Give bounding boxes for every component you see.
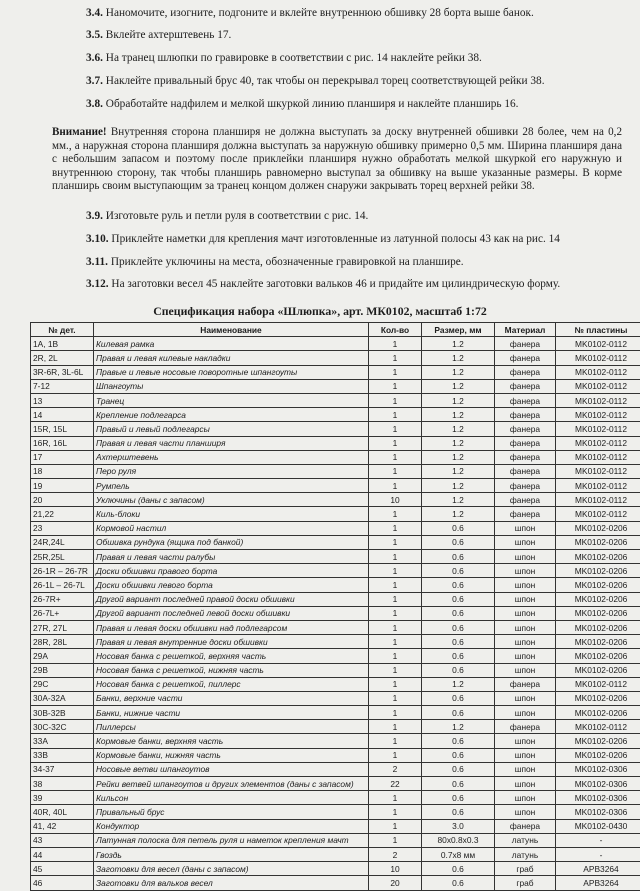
cell-qty: 1	[369, 635, 422, 649]
cell-name: Носовая банка с решеткой, пиллерс	[94, 677, 369, 691]
cell-name: Привальный брус	[94, 805, 369, 819]
table-row	[31, 592, 640, 606]
cell-qty: 1	[369, 521, 422, 535]
cell-qty: 1	[369, 791, 422, 805]
cell-size: 3.0	[422, 819, 495, 833]
cell-part-no: 33B	[31, 748, 94, 762]
table-row	[31, 535, 640, 549]
warning-label: Внимание!	[52, 126, 107, 138]
cell-part-no: 15R, 15L	[31, 422, 94, 436]
header-size: Размер, мм	[422, 323, 495, 337]
cell-name: Носовая банка с решеткой, верхняя часть	[94, 649, 369, 663]
cell-name: Румпель	[94, 479, 369, 493]
cell-qty: 1	[369, 606, 422, 620]
cell-material: шпон	[495, 663, 556, 677]
cell-material: фанера	[495, 351, 556, 365]
cell-plate: MK0102-0112	[556, 493, 640, 507]
cell-plate: MK0102-0206	[556, 592, 640, 606]
header-name: Наименование	[94, 323, 369, 337]
cell-size: 1.2	[422, 677, 495, 691]
table-row	[31, 734, 640, 748]
cell-part-no: 2R, 2L	[31, 351, 94, 365]
cell-name: Рейки ветвей шпангоутов и других элементов (даны с запасом)	[94, 777, 369, 791]
spec-title: Спецификация набора «Шлюпка», арт. МК0102, масштаб 1:72	[0, 304, 640, 319]
header-part-no: № дет.	[31, 323, 94, 337]
cell-part-no: 39	[31, 791, 94, 805]
cell-plate: MK0102-0112	[556, 677, 640, 691]
cell-size: 0.6	[422, 635, 495, 649]
cell-size: 0.6	[422, 706, 495, 720]
table-row	[31, 337, 640, 351]
cell-material: граб	[495, 862, 556, 876]
cell-name: Заготовки для весел (даны с запасом)	[94, 862, 369, 876]
cell-qty: 1	[369, 819, 422, 833]
cell-material: фанера	[495, 379, 556, 393]
warning-paragraph	[52, 126, 622, 194]
cell-qty: 1	[369, 564, 422, 578]
cell-material: фанера	[495, 819, 556, 833]
cell-part-no: 46	[31, 876, 94, 890]
cell-material: шпон	[495, 734, 556, 748]
table-row	[31, 365, 640, 379]
cell-plate: MK0102-0306	[556, 762, 640, 776]
step-3-8: 3.8. Обработайте надфилем и мелкой шкуркой линию планширя и наклейте планширь 16.	[86, 97, 518, 111]
cell-material: шпон	[495, 564, 556, 578]
table-row	[31, 862, 640, 876]
cell-part-no: 40R, 40L	[31, 805, 94, 819]
table-row	[31, 691, 640, 705]
cell-plate: MK0102-0112	[556, 436, 640, 450]
cell-part-no: 21,22	[31, 507, 94, 521]
cell-qty: 1	[369, 592, 422, 606]
cell-name: Носовая банка с решеткой, нижняя часть	[94, 663, 369, 677]
table-row	[31, 876, 640, 890]
cell-size: 0.6	[422, 535, 495, 549]
cell-qty: 1	[369, 649, 422, 663]
cell-part-no: 26-7R+	[31, 592, 94, 606]
table-row	[31, 564, 640, 578]
cell-part-no: 25R,25L	[31, 550, 94, 564]
cell-part-no: 45	[31, 862, 94, 876]
cell-name: Правая и левая части планширя	[94, 436, 369, 450]
cell-qty: 1	[369, 351, 422, 365]
cell-material: фанера	[495, 493, 556, 507]
table-row	[31, 408, 640, 422]
cell-part-no: 17	[31, 450, 94, 464]
cell-name: Банки, верхние части	[94, 691, 369, 705]
cell-qty: 1	[369, 436, 422, 450]
cell-part-no: 27R, 27L	[31, 620, 94, 634]
cell-material: шпон	[495, 578, 556, 592]
cell-material: фанера	[495, 464, 556, 478]
cell-material: фанера	[495, 408, 556, 422]
cell-material: шпон	[495, 535, 556, 549]
step-3-10: 3.10. Приклейте наметки для крепления мачт изготовленные из латунной полосы 43 как на рис. 14	[86, 232, 560, 246]
cell-qty: 1	[369, 337, 422, 351]
cell-size: 1.2	[422, 408, 495, 422]
warning-text: Внутренняя сторона планширя не должна выступать за доску внутренней обшивки 28 более, чем на 0,2 мм., а наружная сторона планширя должна выступать за наружную обшивку примерно 0,5 мм. Ширина планширя дана с небольшим запасом и поэтому после приклейки планширя нужно обработать мелкой шкуркой его наружную и внутреннюю сторону, так чтобы планширь равномерно выступал за обшивку на выше указанные размеры. В корме планширь своим выступающим за транец концом должен снаружи закрывать торец верхней рейки 38.	[52, 126, 622, 192]
table-row	[31, 819, 640, 833]
cell-size: 80x0.8x0.3	[422, 833, 495, 847]
cell-qty: 2	[369, 847, 422, 861]
cell-qty: 2	[369, 762, 422, 776]
cell-plate: MK0102-0206	[556, 521, 640, 535]
cell-part-no: 43	[31, 833, 94, 847]
cell-name: Правый и левый подлегарсы	[94, 422, 369, 436]
cell-name: Перо руля	[94, 464, 369, 478]
cell-part-no: 29B	[31, 663, 94, 677]
cell-part-no: 41, 42	[31, 819, 94, 833]
cell-plate: MK0102-0206	[556, 550, 640, 564]
cell-part-no: 38	[31, 777, 94, 791]
table-row	[31, 663, 640, 677]
cell-size: 0.6	[422, 734, 495, 748]
cell-size: 0.6	[422, 578, 495, 592]
cell-size: 1.2	[422, 507, 495, 521]
table-row	[31, 351, 640, 365]
cell-plate: MK0102-0112	[556, 393, 640, 407]
cell-size: 1.2	[422, 365, 495, 379]
cell-plate: MK0102-0112	[556, 450, 640, 464]
cell-qty: 1	[369, 422, 422, 436]
cell-plate: MK0102-0206	[556, 578, 640, 592]
cell-size: 0.6	[422, 777, 495, 791]
cell-qty: 1	[369, 805, 422, 819]
cell-material: фанера	[495, 450, 556, 464]
cell-material: шпон	[495, 706, 556, 720]
cell-material: шпон	[495, 635, 556, 649]
step-3-5: 3.5. Вклейте ахтерштевень 17.	[86, 28, 231, 42]
cell-qty: 1	[369, 379, 422, 393]
cell-name: Другой вариант последней левой доски обшивки	[94, 606, 369, 620]
cell-part-no: 19	[31, 479, 94, 493]
cell-plate: -	[556, 833, 640, 847]
cell-size: 0.6	[422, 791, 495, 805]
cell-plate: MK0102-0206	[556, 706, 640, 720]
cell-size: 0.6	[422, 521, 495, 535]
cell-name: Кильсон	[94, 791, 369, 805]
cell-material: фанера	[495, 507, 556, 521]
cell-size: 0.6	[422, 564, 495, 578]
cell-plate: MK0102-0206	[556, 691, 640, 705]
table-row	[31, 635, 640, 649]
cell-qty: 1	[369, 550, 422, 564]
cell-qty: 1	[369, 393, 422, 407]
cell-size: 0.6	[422, 862, 495, 876]
cell-name: Уключины (даны с запасом)	[94, 493, 369, 507]
cell-part-no: 30C-32C	[31, 720, 94, 734]
cell-name: Другой вариант последней правой доски обшивки	[94, 592, 369, 606]
cell-size: 1.2	[422, 464, 495, 478]
cell-name: Крепление подлегарса	[94, 408, 369, 422]
cell-plate: MK0102-0206	[556, 649, 640, 663]
cell-name: Правая и левая внутренние доски обшивки	[94, 635, 369, 649]
header-material: Материал	[495, 323, 556, 337]
cell-material: фанера	[495, 422, 556, 436]
cell-plate: MK0102-0206	[556, 734, 640, 748]
cell-size: 0.6	[422, 762, 495, 776]
table-row	[31, 706, 640, 720]
cell-plate: MK0102-0112	[556, 479, 640, 493]
cell-name: Латунная полоска для петель руля и наметок крепления мачт	[94, 833, 369, 847]
cell-name: Транец	[94, 393, 369, 407]
cell-name: Носовые ветви шпангоутов	[94, 762, 369, 776]
cell-size: 1.2	[422, 436, 495, 450]
cell-size: 1.2	[422, 422, 495, 436]
cell-plate: MK0102-0112	[556, 720, 640, 734]
cell-qty: 10	[369, 493, 422, 507]
cell-plate: MK0102-0112	[556, 337, 640, 351]
cell-name: Гвоздь	[94, 847, 369, 861]
cell-material: шпон	[495, 620, 556, 634]
step-3-9: 3.9. Изготовьте руль и петли руля в соответствии с рис. 14.	[86, 209, 368, 223]
cell-size: 0.6	[422, 663, 495, 677]
cell-name: Кондуктор	[94, 819, 369, 833]
cell-part-no: 16R, 16L	[31, 436, 94, 450]
cell-name: Правая и левая доски обшивки над подлегарсом	[94, 620, 369, 634]
table-row	[31, 450, 640, 464]
cell-qty: 10	[369, 862, 422, 876]
cell-part-no: 29A	[31, 649, 94, 663]
cell-plate: MK0102-0112	[556, 507, 640, 521]
cell-material: шпон	[495, 762, 556, 776]
cell-part-no: 26-1L – 26-7L	[31, 578, 94, 592]
cell-material: шпон	[495, 521, 556, 535]
header-qty: Кол-во	[369, 323, 422, 337]
table-row	[31, 748, 640, 762]
table-row	[31, 606, 640, 620]
cell-qty: 1	[369, 464, 422, 478]
table-row	[31, 493, 640, 507]
cell-size: 0.6	[422, 691, 495, 705]
cell-material: шпон	[495, 805, 556, 819]
cell-qty: 1	[369, 479, 422, 493]
cell-name: Доски обшивки правого борта	[94, 564, 369, 578]
cell-part-no: 7-12	[31, 379, 94, 393]
cell-qty: 1	[369, 408, 422, 422]
cell-part-no: 23	[31, 521, 94, 535]
cell-part-no: 13	[31, 393, 94, 407]
cell-material: фанера	[495, 337, 556, 351]
table-row	[31, 677, 640, 691]
cell-part-no: 29C	[31, 677, 94, 691]
cell-qty: 1	[369, 365, 422, 379]
cell-name: Правая и левая килевые накладки	[94, 351, 369, 365]
cell-material: латунь	[495, 847, 556, 861]
cell-material: фанера	[495, 479, 556, 493]
table-row	[31, 464, 640, 478]
cell-plate: MK0102-0206	[556, 564, 640, 578]
cell-part-no: 33A	[31, 734, 94, 748]
cell-part-no: 14	[31, 408, 94, 422]
cell-material: фанера	[495, 436, 556, 450]
table-row	[31, 578, 640, 592]
cell-plate: MK0102-0206	[556, 748, 640, 762]
table-row	[31, 436, 640, 450]
cell-size: 1.2	[422, 379, 495, 393]
cell-material: шпон	[495, 606, 556, 620]
cell-size: 0.6	[422, 550, 495, 564]
cell-name: Правая и левая части ралубы	[94, 550, 369, 564]
cell-plate: MK0102-0206	[556, 606, 640, 620]
table-row	[31, 521, 640, 535]
cell-plate: MK0102-0306	[556, 805, 640, 819]
step-3-7: 3.7. Наклейте привальный брус 40, так чтобы он перекрывал торец соответствующей рейки 38.	[86, 74, 545, 88]
spec-body	[31, 337, 640, 890]
table-row	[31, 422, 640, 436]
cell-material: фанера	[495, 720, 556, 734]
cell-qty: 1	[369, 748, 422, 762]
table-row	[31, 805, 640, 819]
cell-material: фанера	[495, 365, 556, 379]
cell-name: Банки, нижние части	[94, 706, 369, 720]
cell-material: шпон	[495, 550, 556, 564]
cell-qty: 1	[369, 535, 422, 549]
cell-qty: 1	[369, 663, 422, 677]
cell-size: 0.6	[422, 606, 495, 620]
cell-size: 0.6	[422, 748, 495, 762]
cell-name: Шпангоуты	[94, 379, 369, 393]
cell-qty: 1	[369, 720, 422, 734]
cell-name: Ахтерштевень	[94, 450, 369, 464]
cell-material: латунь	[495, 833, 556, 847]
cell-name: Кормовой настил	[94, 521, 369, 535]
table-row	[31, 833, 640, 847]
table-row	[31, 720, 640, 734]
cell-plate: MK0102-0306	[556, 777, 640, 791]
cell-plate: MK0102-0206	[556, 620, 640, 634]
cell-qty: 1	[369, 507, 422, 521]
cell-material: фанера	[495, 393, 556, 407]
cell-qty: 1	[369, 450, 422, 464]
cell-qty: 1	[369, 578, 422, 592]
table-row	[31, 791, 640, 805]
cell-qty: 1	[369, 734, 422, 748]
table-row	[31, 620, 640, 634]
cell-size: 1.2	[422, 493, 495, 507]
cell-material: шпон	[495, 791, 556, 805]
cell-qty: 1	[369, 620, 422, 634]
step-3-12: 3.12. На заготовки весел 45 наклейте заготовки вальков 46 и придайте им цилиндрическую форму.	[86, 277, 560, 291]
cell-name: Обшивка рундука (ящика под банкой)	[94, 535, 369, 549]
cell-name: Киль-блоки	[94, 507, 369, 521]
cell-part-no: 30A-32A	[31, 691, 94, 705]
table-row	[31, 507, 640, 521]
cell-part-no: 26-7L+	[31, 606, 94, 620]
cell-qty: 20	[369, 876, 422, 890]
cell-plate: -	[556, 847, 640, 861]
cell-size: 0.6	[422, 805, 495, 819]
cell-plate: MK0102-0206	[556, 635, 640, 649]
cell-part-no: 28R, 28L	[31, 635, 94, 649]
cell-part-no: 18	[31, 464, 94, 478]
cell-size: 1.2	[422, 479, 495, 493]
spec-header-row	[31, 323, 640, 337]
cell-material: шпон	[495, 649, 556, 663]
cell-plate: MK0102-0112	[556, 464, 640, 478]
cell-qty: 1	[369, 691, 422, 705]
cell-size: 0.6	[422, 592, 495, 606]
cell-name: Правые и левые носовые поворотные шпангоуты	[94, 365, 369, 379]
cell-plate: APB3264	[556, 862, 640, 876]
cell-plate: MK0102-0112	[556, 379, 640, 393]
table-row	[31, 393, 640, 407]
cell-plate: MK0102-0112	[556, 365, 640, 379]
cell-plate: APB3264	[556, 876, 640, 890]
cell-material: граб	[495, 876, 556, 890]
cell-part-no: 30B-32B	[31, 706, 94, 720]
cell-material: шпон	[495, 777, 556, 791]
table-row	[31, 479, 640, 493]
table-row	[31, 550, 640, 564]
cell-plate: MK0102-0306	[556, 791, 640, 805]
cell-part-no: 20	[31, 493, 94, 507]
step-3-11: 3.11. Приклейте уключины на места, обозначенные гравировкой на планшире.	[86, 255, 464, 269]
cell-plate: MK0102-0430	[556, 819, 640, 833]
cell-material: шпон	[495, 748, 556, 762]
cell-qty: 1	[369, 833, 422, 847]
table-row	[31, 847, 640, 861]
step-3-6: 3.6. На транец шлюпки по гравировке в соответствии с рис. 14 наклейте рейки 38.	[86, 51, 482, 65]
cell-size: 1.2	[422, 393, 495, 407]
cell-plate: MK0102-0112	[556, 408, 640, 422]
cell-size: 1.2	[422, 351, 495, 365]
cell-qty: 1	[369, 677, 422, 691]
table-row	[31, 379, 640, 393]
cell-part-no: 3R-6R, 3L-6L	[31, 365, 94, 379]
cell-size: 0.6	[422, 876, 495, 890]
cell-material: фанера	[495, 677, 556, 691]
cell-part-no: 44	[31, 847, 94, 861]
cell-name: Кормовые банки, верхняя часть	[94, 734, 369, 748]
cell-name: Килевая рамка	[94, 337, 369, 351]
cell-qty: 1	[369, 706, 422, 720]
cell-name: Пиллерсы	[94, 720, 369, 734]
cell-size: 0.6	[422, 620, 495, 634]
cell-plate: MK0102-0112	[556, 351, 640, 365]
cell-plate: MK0102-0206	[556, 535, 640, 549]
spec-table	[30, 322, 640, 891]
cell-qty: 22	[369, 777, 422, 791]
cell-part-no: 34-37	[31, 762, 94, 776]
header-plate: № пластины	[556, 323, 640, 337]
step-3-4: 3.4. Наномочите, изогните, подгоните и вклейте внутреннюю обшивку 28 борта выше банок.	[86, 6, 534, 20]
cell-size: 1.2	[422, 450, 495, 464]
cell-material: шпон	[495, 592, 556, 606]
cell-plate: MK0102-0112	[556, 422, 640, 436]
cell-name: Заготовки для вальков весел	[94, 876, 369, 890]
table-row	[31, 777, 640, 791]
cell-size: 0.6	[422, 649, 495, 663]
cell-name: Доски обшивки левого борта	[94, 578, 369, 592]
cell-part-no: 1A, 1B	[31, 337, 94, 351]
cell-size: 1.2	[422, 720, 495, 734]
table-row	[31, 649, 640, 663]
cell-size: 1.2	[422, 337, 495, 351]
table-row	[31, 762, 640, 776]
cell-size: 0.7x8 мм	[422, 847, 495, 861]
cell-material: шпон	[495, 691, 556, 705]
cell-name: Кормовые банки, нижняя часть	[94, 748, 369, 762]
cell-part-no: 24R,24L	[31, 535, 94, 549]
cell-plate: MK0102-0206	[556, 663, 640, 677]
cell-part-no: 26-1R – 26-7R	[31, 564, 94, 578]
